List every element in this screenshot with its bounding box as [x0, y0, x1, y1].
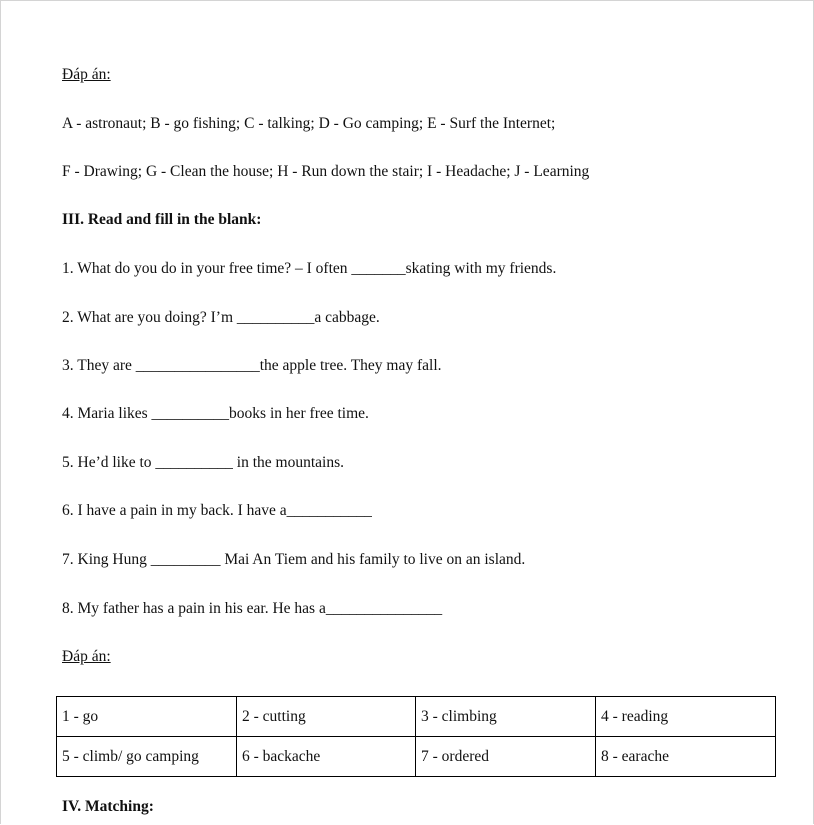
question-item: 8. My father has a pain in his ear. He has a_______________: [62, 600, 443, 617]
answers-line: F - Drawing; G - Clean the house; H - Run down the stair; I - Headache; J - Learning: [62, 163, 590, 180]
table-cell: 2 - cutting: [237, 697, 416, 737]
table-cell: 4 - reading: [596, 697, 776, 737]
answer-table: [56, 696, 776, 777]
question-item: 1. What do you do in your free time? – I often _______skating with my friends.: [62, 260, 557, 277]
answers-heading: Đáp án:: [62, 66, 111, 83]
question-item: 2. What are you doing? I’m __________a cabbage.: [62, 309, 380, 326]
table-cell: 8 - earache: [596, 737, 776, 777]
answers-line: A - astronaut; B - go fishing; C - talking; D - Go camping; E - Surf the Internet;: [62, 115, 556, 132]
table-row: [57, 697, 776, 737]
table-cell: 7 - ordered: [416, 737, 596, 777]
table-cell: 3 - climbing: [416, 697, 596, 737]
table-cell: 1 - go: [57, 697, 237, 737]
table-cell: 6 - backache: [237, 737, 416, 777]
question-item: 5. He’d like to __________ in the mountains.: [62, 454, 344, 471]
answers-heading: Đáp án:: [62, 648, 111, 665]
table-cell: 5 - climb/ go camping: [57, 737, 237, 777]
section-title: IV. Matching:: [62, 798, 154, 815]
question-item: 3. They are ________________the apple tree. They may fall.: [62, 357, 442, 374]
table-row: [57, 737, 776, 777]
question-item: 6. I have a pain in my back. I have a___________: [62, 502, 372, 519]
section-title: III. Read and fill in the blank:: [62, 211, 262, 228]
question-item: 4. Maria likes __________books in her free time.: [62, 405, 369, 422]
question-item: 7. King Hung _________ Mai An Tiem and his family to live on an island.: [62, 551, 526, 568]
